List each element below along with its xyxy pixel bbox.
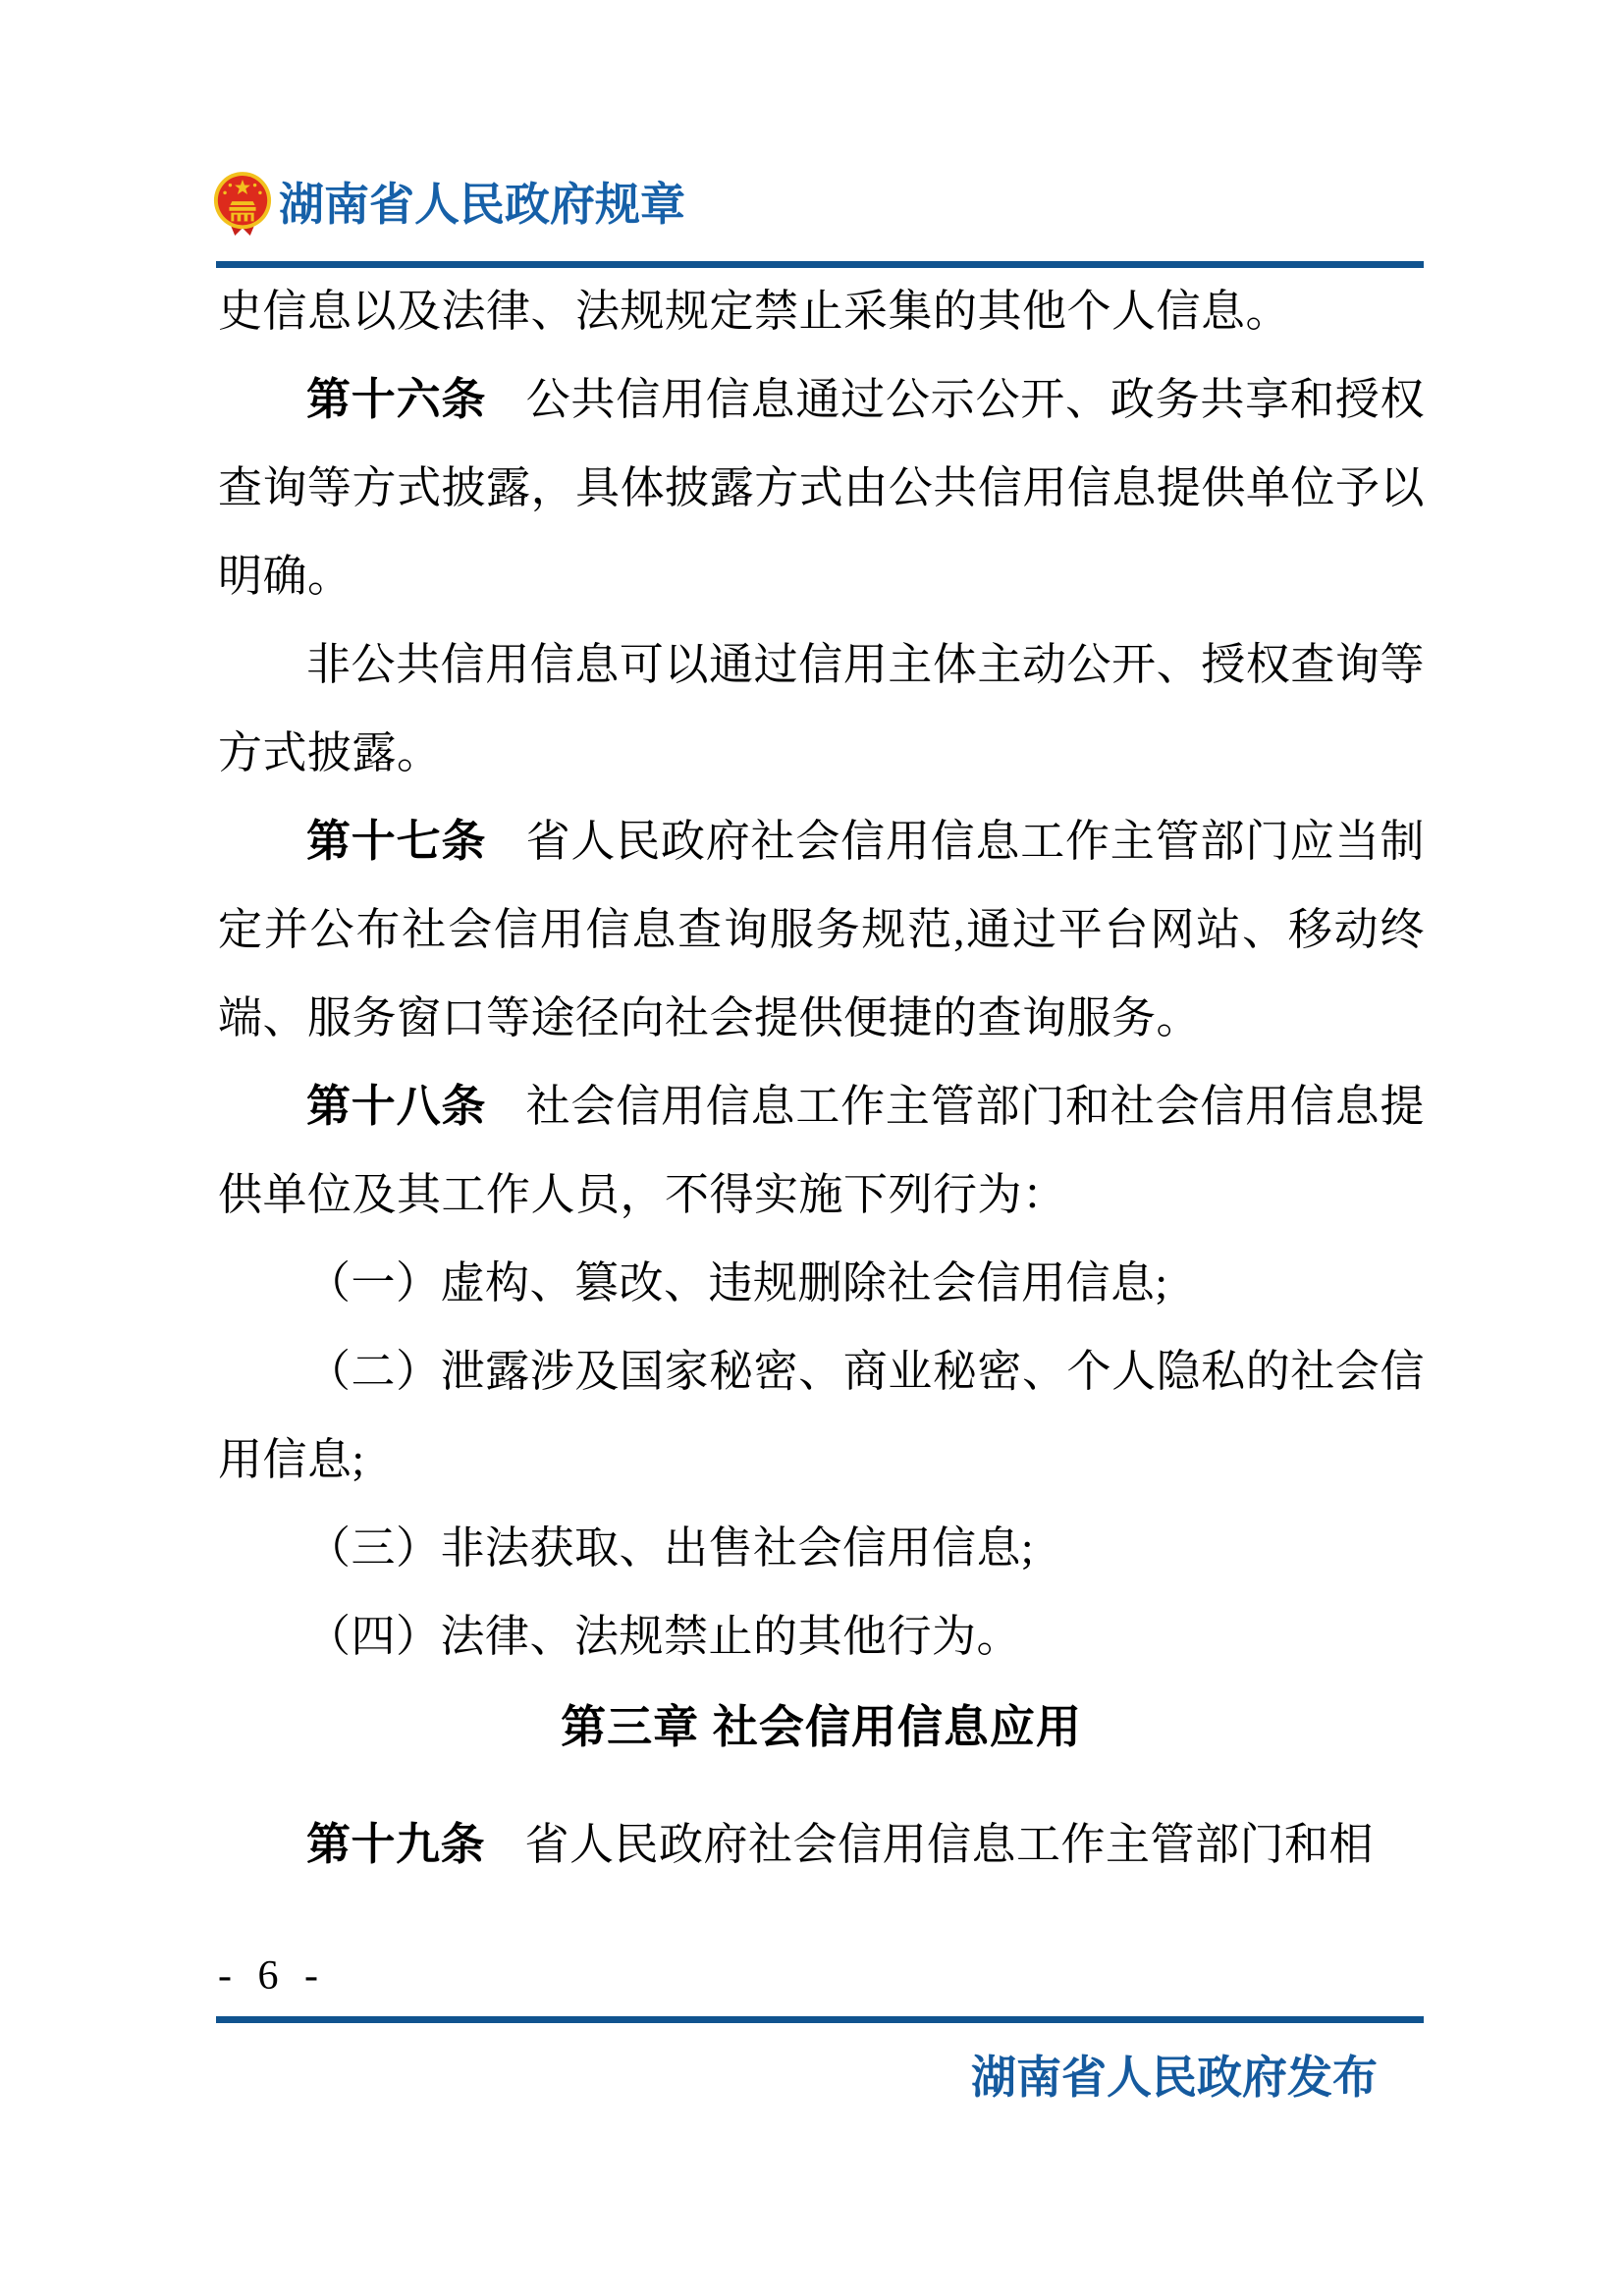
page-title: 湖南省人民政府规章 bbox=[279, 179, 685, 230]
article-number: 第十六条 bbox=[306, 374, 487, 424]
publisher-label: 湖南省人民政府发布 bbox=[971, 2053, 1378, 2103]
national-emblem-icon bbox=[212, 171, 273, 238]
article-paragraph: 第十七条 省人民政府社会信用信息工作主管部门应当制定并公布社会信用信息查询服务规范,通过平台网站、移动终端、服务窗口等途径向社会提供便捷的查询服务。 bbox=[218, 816, 1425, 1042]
article-number: 第十七条 bbox=[306, 816, 487, 866]
article-paragraph: 第十九条 省人民政府社会信用信息工作主管部门和相 bbox=[306, 1819, 1375, 1869]
article-number: 第十八条 bbox=[306, 1081, 487, 1131]
document-body bbox=[218, 267, 1425, 1889]
body-paragraph: （四）法律、法规禁止的其他行为。 bbox=[306, 1612, 1022, 1661]
chapter-heading: 第三章 社会信用信息应用 bbox=[561, 1701, 1082, 1752]
page-number: - 6 - bbox=[218, 1953, 326, 1999]
body-paragraph: 史信息以及法律、法规规定禁止采集的其他个人信息。 bbox=[218, 287, 1291, 336]
body-paragraph: （二）泄露涉及国家秘密、商业秘密、个人隐私的社会信用信息; bbox=[218, 1347, 1425, 1484]
body-paragraph: （一）虚构、篡改、违规删除社会信用信息; bbox=[306, 1258, 1168, 1308]
body-paragraph: 非公共信用信息可以通过信用主体主动公开、授权查询等方式披露。 bbox=[218, 640, 1425, 777]
footer-divider bbox=[216, 2016, 1424, 2023]
body-paragraph: （三）非法获取、出售社会信用信息; bbox=[306, 1523, 1035, 1573]
page-header bbox=[212, 171, 685, 238]
article-paragraph: 第十八条 社会信用信息工作主管部门和社会信用信息提供单位及其工作人员，不得实施下列行为： bbox=[218, 1081, 1425, 1219]
article-paragraph: 第十六条 公共信用信息通过公示公开、政务共享和授权查询等方式披露，具体披露方式由公共信用信息提供单位予以明确。 bbox=[218, 374, 1425, 601]
article-number: 第十九条 bbox=[306, 1819, 486, 1869]
